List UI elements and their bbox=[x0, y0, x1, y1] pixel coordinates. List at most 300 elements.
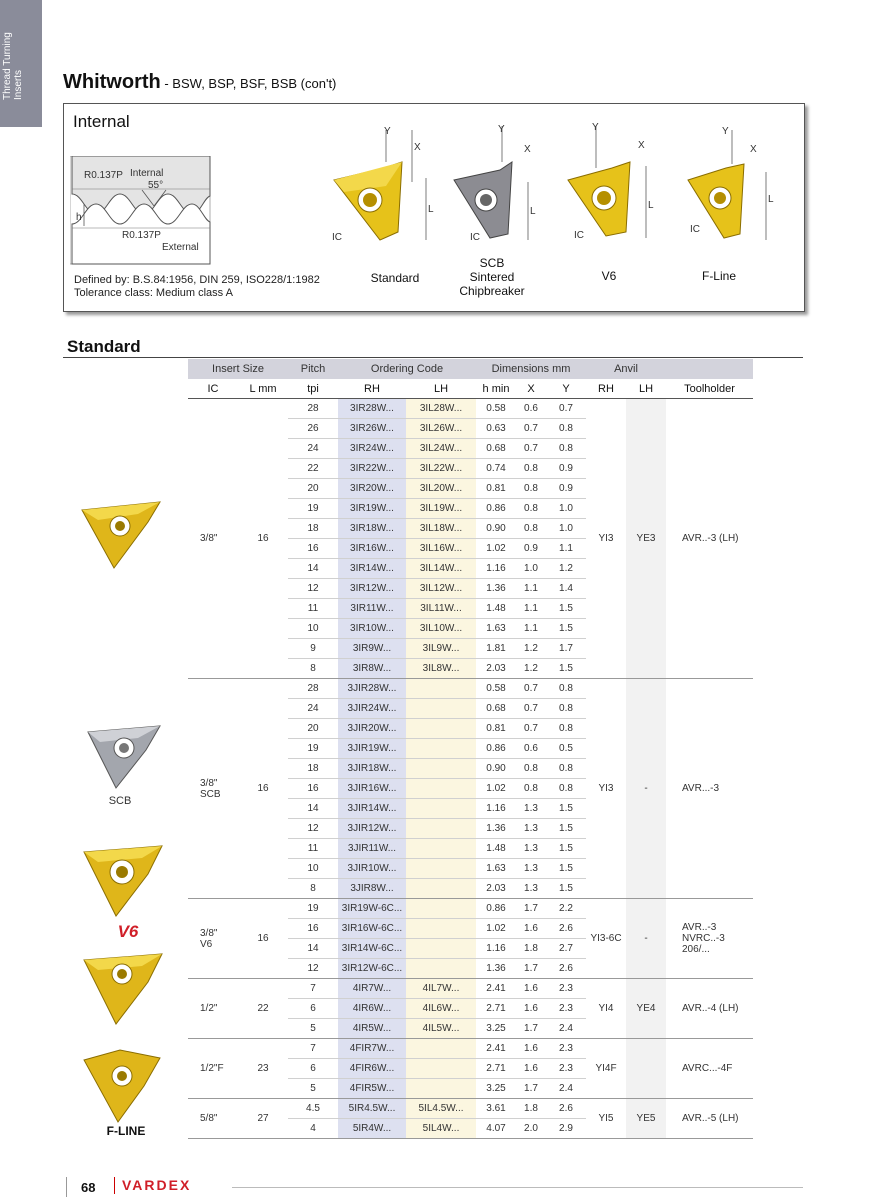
cell-tpi: 28 bbox=[288, 399, 338, 419]
cell-tpi: 10 bbox=[288, 619, 338, 639]
cell-tpi: 7 bbox=[288, 1039, 338, 1059]
cell-code-lh bbox=[406, 939, 476, 959]
cell-code-rh: 4FIR7W... bbox=[338, 1039, 406, 1059]
cell-hmin: 0.58 bbox=[476, 679, 516, 699]
cell-hmin: 4.07 bbox=[476, 1119, 516, 1139]
cell-code-lh bbox=[406, 959, 476, 979]
cell-code-lh: 5IL4.5W... bbox=[406, 1099, 476, 1119]
cell-x: 0.7 bbox=[516, 699, 546, 719]
std-x: X bbox=[414, 142, 421, 153]
cell-toolholder: AVR..-4 (LH) bbox=[666, 979, 753, 1039]
diag-h: h bbox=[76, 212, 82, 223]
cell-x: 0.7 bbox=[516, 719, 546, 739]
cell-hmin: 0.74 bbox=[476, 459, 516, 479]
v6-l: L bbox=[648, 200, 654, 211]
cell-ic: 1/2"F bbox=[188, 1039, 238, 1099]
cell-code-lh: 5IL4W... bbox=[406, 1119, 476, 1139]
cell-tpi: 14 bbox=[288, 939, 338, 959]
cell-code-rh: 3IR22W... bbox=[338, 459, 406, 479]
cell-code-rh: 3IR26W... bbox=[338, 419, 406, 439]
cell-code-lh: 3IL22W... bbox=[406, 459, 476, 479]
cell-hmin: 0.68 bbox=[476, 439, 516, 459]
cell-code-rh: 4IR5W... bbox=[338, 1019, 406, 1039]
cell-y: 2.7 bbox=[546, 939, 586, 959]
diag-r-bottom: R0.137P bbox=[122, 230, 161, 241]
side-tab bbox=[0, 0, 42, 127]
cell-code-rh: 4IR6W... bbox=[338, 999, 406, 1019]
cell-code-lh bbox=[406, 879, 476, 899]
std-y: Y bbox=[384, 126, 391, 137]
cell-x: 0.6 bbox=[516, 739, 546, 759]
diag-external: External bbox=[162, 242, 199, 253]
thread-profile-diagram bbox=[70, 156, 215, 271]
cell-y: 0.9 bbox=[546, 459, 586, 479]
cell-code-rh: 3IR8W... bbox=[338, 659, 406, 679]
cell-x: 1.7 bbox=[516, 1079, 546, 1099]
cell-anvil-rh: YI4 bbox=[586, 979, 626, 1039]
cell-x: 1.3 bbox=[516, 879, 546, 899]
fl-l: L bbox=[768, 194, 774, 205]
cell-code-lh: 3IL20W... bbox=[406, 479, 476, 499]
cell-y: 2.6 bbox=[546, 959, 586, 979]
cell-tpi: 20 bbox=[288, 719, 338, 739]
standard-heading: Standard bbox=[67, 337, 141, 356]
col-toolholder: Toolholder bbox=[666, 379, 753, 399]
cell-x: 1.3 bbox=[516, 799, 546, 819]
cell-anvil-lh: YE4 bbox=[626, 979, 666, 1039]
cell-x: 1.3 bbox=[516, 819, 546, 839]
cell-x: 0.8 bbox=[516, 519, 546, 539]
title-sub: - BSW, BSP, BSF, BSB (con't) bbox=[160, 76, 337, 91]
cell-tpi: 11 bbox=[288, 839, 338, 859]
fl-y: Y bbox=[722, 126, 729, 137]
cell-anvil-rh: YI3 bbox=[586, 399, 626, 679]
cell-code-rh: 3IR10W... bbox=[338, 619, 406, 639]
cell-tpi: 4.5 bbox=[288, 1099, 338, 1119]
cell-x: 1.0 bbox=[516, 559, 546, 579]
cell-tpi: 7 bbox=[288, 979, 338, 999]
cell-hmin: 1.63 bbox=[476, 859, 516, 879]
cell-anvil-rh: YI3 bbox=[586, 679, 626, 899]
standard-insert-icon bbox=[314, 122, 444, 252]
cell-code-rh: 3IR18W... bbox=[338, 519, 406, 539]
cell-y: 2.3 bbox=[546, 1059, 586, 1079]
cell-y: 1.4 bbox=[546, 579, 586, 599]
cell-hmin: 1.02 bbox=[476, 779, 516, 799]
cell-x: 0.7 bbox=[516, 679, 546, 699]
cell-y: 0.8 bbox=[546, 699, 586, 719]
v6-ic: IC bbox=[574, 230, 584, 241]
scb-insert-photo-icon bbox=[82, 720, 166, 792]
cell-hmin: 2.71 bbox=[476, 1059, 516, 1079]
cell-anvil-lh: YE3 bbox=[626, 399, 666, 679]
cell-code-rh: 5IR4.5W... bbox=[338, 1099, 406, 1119]
cell-tpi: 9 bbox=[288, 639, 338, 659]
cell-code-lh: 4IL6W... bbox=[406, 999, 476, 1019]
cell-y: 2.6 bbox=[546, 919, 586, 939]
cell-anvil-lh: - bbox=[626, 899, 666, 979]
cell-code-lh: 3IL18W... bbox=[406, 519, 476, 539]
cell-ic: 3/8" bbox=[188, 399, 238, 679]
cell-code-rh: 3JIR28W... bbox=[338, 679, 406, 699]
cell-ic: 3/8" SCB bbox=[188, 679, 238, 899]
cell-code-rh: 3JIR11W... bbox=[338, 839, 406, 859]
cell-code-rh: 4FIR6W... bbox=[338, 1059, 406, 1079]
insert-label-v6: V6 bbox=[601, 269, 617, 283]
cell-hmin: 3.25 bbox=[476, 1019, 516, 1039]
cell-x: 0.7 bbox=[516, 439, 546, 459]
cell-y: 1.2 bbox=[546, 559, 586, 579]
cell-hmin: 1.48 bbox=[476, 599, 516, 619]
brand-logo: VARDEX bbox=[122, 1177, 192, 1193]
cell-hmin: 1.02 bbox=[476, 919, 516, 939]
cell-hmin: 0.63 bbox=[476, 419, 516, 439]
header-group-row bbox=[188, 359, 753, 379]
cell-hmin: 0.81 bbox=[476, 719, 516, 739]
cell-tpi: 6 bbox=[288, 999, 338, 1019]
definitions bbox=[74, 274, 320, 300]
col-rh: RH bbox=[338, 379, 406, 399]
cell-code-rh: 3IR12W-6C... bbox=[338, 959, 406, 979]
cell-code-lh bbox=[406, 819, 476, 839]
cell-y: 0.8 bbox=[546, 439, 586, 459]
cell-code-lh: 3IL10W... bbox=[406, 619, 476, 639]
table-row bbox=[188, 1039, 753, 1059]
cell-x: 0.8 bbox=[516, 479, 546, 499]
cell-toolholder: AVR...-3 bbox=[666, 679, 753, 899]
cell-tpi: 16 bbox=[288, 539, 338, 559]
cell-code-rh: 3JIR19W... bbox=[338, 739, 406, 759]
cell-code-lh bbox=[406, 919, 476, 939]
cell-hmin: 1.16 bbox=[476, 559, 516, 579]
cell-code-rh: 3JIR10W... bbox=[338, 859, 406, 879]
cell-x: 1.6 bbox=[516, 1039, 546, 1059]
fline-insert-icon bbox=[674, 122, 784, 252]
cell-x: 1.7 bbox=[516, 1019, 546, 1039]
cell-code-lh bbox=[406, 839, 476, 859]
cell-tpi: 22 bbox=[288, 459, 338, 479]
defined-by: Defined by: B.S.84:1956, DIN 259, ISO228/1:1982 bbox=[74, 274, 320, 286]
cell-l-mm: 22 bbox=[238, 979, 288, 1039]
internal-heading: Internal bbox=[73, 112, 130, 131]
cell-tpi: 14 bbox=[288, 559, 338, 579]
standard-table bbox=[188, 359, 753, 1139]
cell-hmin: 0.90 bbox=[476, 759, 516, 779]
col-tpi: tpi bbox=[288, 379, 338, 399]
scb-x: X bbox=[524, 144, 531, 155]
cell-code-rh: 4IR7W... bbox=[338, 979, 406, 999]
fl-ic: IC bbox=[690, 224, 700, 235]
v6-y: Y bbox=[592, 122, 599, 133]
cell-hmin: 0.86 bbox=[476, 739, 516, 759]
cell-y: 2.6 bbox=[546, 1099, 586, 1119]
cell-y: 1.5 bbox=[546, 799, 586, 819]
standard-insert-photo-icon bbox=[78, 492, 168, 572]
standard-divider bbox=[63, 357, 803, 358]
cell-y: 0.8 bbox=[546, 679, 586, 699]
cell-tpi: 12 bbox=[288, 959, 338, 979]
cell-code-lh bbox=[406, 739, 476, 759]
cell-code-lh bbox=[406, 799, 476, 819]
cell-tpi: 19 bbox=[288, 739, 338, 759]
std-ic: IC bbox=[332, 232, 342, 243]
cell-x: 1.6 bbox=[516, 919, 546, 939]
cell-y: 0.8 bbox=[546, 419, 586, 439]
scb-ic: IC bbox=[470, 232, 480, 243]
cell-y: 1.1 bbox=[546, 539, 586, 559]
cell-tpi: 19 bbox=[288, 899, 338, 919]
v6-insert-photo-2-icon bbox=[80, 948, 166, 1028]
side-tab-label: Thread Turning Inserts bbox=[2, 32, 24, 100]
col-lh: LH bbox=[406, 379, 476, 399]
cell-code-lh: 3IL19W... bbox=[406, 499, 476, 519]
cell-x: 1.2 bbox=[516, 659, 546, 679]
cell-y: 1.7 bbox=[546, 639, 586, 659]
table-row bbox=[188, 1099, 753, 1119]
cell-tpi: 12 bbox=[288, 579, 338, 599]
cell-y: 2.4 bbox=[546, 1019, 586, 1039]
v6-insert-photo-icon bbox=[80, 840, 166, 920]
table-row bbox=[188, 679, 753, 699]
cell-code-rh: 3JIR24W... bbox=[338, 699, 406, 719]
cell-anvil-lh bbox=[626, 1039, 666, 1099]
cell-hmin: 3.61 bbox=[476, 1099, 516, 1119]
cell-l-mm: 27 bbox=[238, 1099, 288, 1139]
cell-tpi: 16 bbox=[288, 779, 338, 799]
cell-tpi: 11 bbox=[288, 599, 338, 619]
cell-code-rh: 3IR16W... bbox=[338, 539, 406, 559]
cell-tpi: 24 bbox=[288, 699, 338, 719]
cell-toolholder: AVR..-3 NVRC..-3 206/... bbox=[666, 899, 753, 979]
cell-code-lh: 3IL16W... bbox=[406, 539, 476, 559]
cell-hmin: 1.36 bbox=[476, 819, 516, 839]
cell-tpi: 8 bbox=[288, 879, 338, 899]
cell-code-rh: 3IR19W... bbox=[338, 499, 406, 519]
cell-tpi: 26 bbox=[288, 419, 338, 439]
cell-code-rh: 3JIR8W... bbox=[338, 879, 406, 899]
col-ic: IC bbox=[188, 379, 238, 399]
cell-code-lh: 3IL12W... bbox=[406, 579, 476, 599]
cell-anvil-lh: YE5 bbox=[626, 1099, 666, 1139]
footer-separator bbox=[114, 1177, 115, 1194]
cell-hmin: 1.16 bbox=[476, 939, 516, 959]
cell-code-rh: 3JIR16W... bbox=[338, 779, 406, 799]
cell-tpi: 19 bbox=[288, 499, 338, 519]
table-row bbox=[188, 899, 753, 919]
insert-label-standard: Standard bbox=[370, 271, 420, 285]
scb-insert-icon bbox=[442, 122, 542, 252]
cell-y: 1.5 bbox=[546, 839, 586, 859]
tolerance: Tolerance class: Medium class A bbox=[74, 287, 233, 299]
cell-code-rh: 3IR24W... bbox=[338, 439, 406, 459]
cell-tpi: 20 bbox=[288, 479, 338, 499]
cell-code-lh bbox=[406, 859, 476, 879]
cell-tpi: 24 bbox=[288, 439, 338, 459]
cell-code-rh: 3IR20W... bbox=[338, 479, 406, 499]
cell-y: 1.0 bbox=[546, 499, 586, 519]
cell-code-rh: 3IR19W-6C... bbox=[338, 899, 406, 919]
cell-toolholder: AVRC...-4F bbox=[666, 1039, 753, 1099]
cell-code-lh: 4IL7W... bbox=[406, 979, 476, 999]
col-x: X bbox=[516, 379, 546, 399]
cell-y: 2.3 bbox=[546, 1039, 586, 1059]
cell-code-rh: 3IR16W-6C... bbox=[338, 919, 406, 939]
cell-hmin: 0.81 bbox=[476, 479, 516, 499]
cell-hmin: 0.86 bbox=[476, 499, 516, 519]
col-y: Y bbox=[546, 379, 586, 399]
cell-x: 0.7 bbox=[516, 419, 546, 439]
cell-x: 0.8 bbox=[516, 459, 546, 479]
cell-code-lh: 4IL5W... bbox=[406, 1019, 476, 1039]
cell-anvil-lh: - bbox=[626, 679, 666, 899]
cell-anvil-rh: YI3-6C bbox=[586, 899, 626, 979]
cell-code-rh: 3IR9W... bbox=[338, 639, 406, 659]
cell-y: 0.5 bbox=[546, 739, 586, 759]
cell-ic: 1/2" bbox=[188, 979, 238, 1039]
cell-code-rh: 5IR4W... bbox=[338, 1119, 406, 1139]
footer-line bbox=[232, 1187, 803, 1188]
cell-code-rh: 4FIR5W... bbox=[338, 1079, 406, 1099]
cell-x: 0.6 bbox=[516, 399, 546, 419]
cell-ic: 5/8" bbox=[188, 1099, 238, 1139]
cell-x: 1.7 bbox=[516, 959, 546, 979]
cell-tpi: 18 bbox=[288, 519, 338, 539]
cell-code-lh: 3IL14W... bbox=[406, 559, 476, 579]
cell-x: 1.1 bbox=[516, 579, 546, 599]
cell-l-mm: 16 bbox=[238, 899, 288, 979]
cell-code-lh bbox=[406, 699, 476, 719]
fline-logo: F-LINE bbox=[106, 1124, 146, 1138]
v6-insert-icon bbox=[552, 118, 662, 248]
hdr-pitch: Pitch bbox=[288, 359, 338, 379]
hdr-insert-size: Insert Size bbox=[188, 359, 288, 379]
cell-code-lh: 3IL28W... bbox=[406, 399, 476, 419]
cell-code-rh: 3IR12W... bbox=[338, 579, 406, 599]
cell-anvil-rh: YI5 bbox=[586, 1099, 626, 1139]
cell-anvil-rh: YI4F bbox=[586, 1039, 626, 1099]
scb-caption: SCB bbox=[108, 795, 132, 807]
cell-y: 2.4 bbox=[546, 1079, 586, 1099]
cell-x: 0.8 bbox=[516, 499, 546, 519]
cell-hmin: 1.02 bbox=[476, 539, 516, 559]
cell-tpi: 10 bbox=[288, 859, 338, 879]
cell-y: 2.2 bbox=[546, 899, 586, 919]
cell-y: 1.5 bbox=[546, 659, 586, 679]
diag-r-top: R0.137P bbox=[84, 170, 123, 181]
cell-code-rh: 3JIR14W... bbox=[338, 799, 406, 819]
cell-y: 1.0 bbox=[546, 519, 586, 539]
cell-x: 1.2 bbox=[516, 639, 546, 659]
cell-x: 1.6 bbox=[516, 999, 546, 1019]
cell-y: 1.5 bbox=[546, 599, 586, 619]
cell-x: 0.8 bbox=[516, 759, 546, 779]
cell-l-mm: 16 bbox=[238, 399, 288, 679]
cell-code-lh bbox=[406, 1079, 476, 1099]
cell-code-lh bbox=[406, 1059, 476, 1079]
table-row bbox=[188, 979, 753, 999]
insert-label-scb: SCB Sintered Chipbreaker bbox=[459, 256, 525, 298]
cell-code-lh bbox=[406, 759, 476, 779]
page-title bbox=[63, 71, 336, 94]
cell-x: 0.9 bbox=[516, 539, 546, 559]
cell-hmin: 0.86 bbox=[476, 899, 516, 919]
v6-x: X bbox=[638, 140, 645, 151]
cell-code-rh: 3JIR20W... bbox=[338, 719, 406, 739]
cell-y: 0.9 bbox=[546, 479, 586, 499]
cell-code-lh bbox=[406, 1039, 476, 1059]
cell-toolholder: AVR..-3 (LH) bbox=[666, 399, 753, 679]
cell-code-rh: 3IR11W... bbox=[338, 599, 406, 619]
cell-code-rh: 3JIR12W... bbox=[338, 819, 406, 839]
table-row bbox=[188, 399, 753, 419]
cell-code-rh: 3IR14W... bbox=[338, 559, 406, 579]
cell-y: 1.5 bbox=[546, 819, 586, 839]
cell-x: 1.3 bbox=[516, 859, 546, 879]
cell-y: 1.5 bbox=[546, 619, 586, 639]
cell-y: 0.7 bbox=[546, 399, 586, 419]
cell-x: 1.1 bbox=[516, 619, 546, 639]
cell-x: 1.8 bbox=[516, 1099, 546, 1119]
cell-y: 0.8 bbox=[546, 719, 586, 739]
cell-code-lh bbox=[406, 779, 476, 799]
cell-tpi: 5 bbox=[288, 1079, 338, 1099]
cell-code-lh: 3IL8W... bbox=[406, 659, 476, 679]
cell-x: 1.1 bbox=[516, 599, 546, 619]
cell-tpi: 12 bbox=[288, 819, 338, 839]
cell-code-lh bbox=[406, 719, 476, 739]
cell-x: 1.7 bbox=[516, 899, 546, 919]
cell-code-rh: 3JIR18W... bbox=[338, 759, 406, 779]
cell-hmin: 1.36 bbox=[476, 959, 516, 979]
cell-hmin: 3.25 bbox=[476, 1079, 516, 1099]
cell-code-lh: 3IL11W... bbox=[406, 599, 476, 619]
cell-l-mm: 16 bbox=[238, 679, 288, 899]
cell-y: 2.9 bbox=[546, 1119, 586, 1139]
col-hmin: h min bbox=[476, 379, 516, 399]
cell-hmin: 2.41 bbox=[476, 1039, 516, 1059]
cell-hmin: 2.03 bbox=[476, 659, 516, 679]
diag-internal: Internal bbox=[130, 168, 164, 179]
cell-hmin: 2.71 bbox=[476, 999, 516, 1019]
cell-code-lh bbox=[406, 899, 476, 919]
cell-hmin: 1.16 bbox=[476, 799, 516, 819]
cell-hmin: 1.36 bbox=[476, 579, 516, 599]
scb-y: Y bbox=[498, 124, 505, 135]
cell-ic: 3/8" V6 bbox=[188, 899, 238, 979]
cell-y: 1.5 bbox=[546, 859, 586, 879]
cell-code-rh: 3IR28W... bbox=[338, 399, 406, 419]
cell-hmin: 0.90 bbox=[476, 519, 516, 539]
cell-tpi: 5 bbox=[288, 1019, 338, 1039]
cell-tpi: 18 bbox=[288, 759, 338, 779]
hdr-ordering-code: Ordering Code bbox=[338, 359, 476, 379]
cell-x: 0.8 bbox=[516, 779, 546, 799]
col-anvil-rh: RH bbox=[586, 379, 626, 399]
cell-code-lh bbox=[406, 679, 476, 699]
cell-code-lh: 3IL24W... bbox=[406, 439, 476, 459]
cell-tpi: 28 bbox=[288, 679, 338, 699]
cell-toolholder: AVR..-5 (LH) bbox=[666, 1099, 753, 1139]
footer-dash bbox=[66, 1177, 67, 1197]
fl-x: X bbox=[750, 144, 757, 155]
cell-x: 1.3 bbox=[516, 839, 546, 859]
cell-hmin: 0.58 bbox=[476, 399, 516, 419]
header-column-row bbox=[188, 379, 753, 399]
cell-hmin: 2.03 bbox=[476, 879, 516, 899]
internal-box bbox=[63, 103, 805, 312]
cell-tpi: 8 bbox=[288, 659, 338, 679]
cell-code-rh: 3IR14W-6C... bbox=[338, 939, 406, 959]
